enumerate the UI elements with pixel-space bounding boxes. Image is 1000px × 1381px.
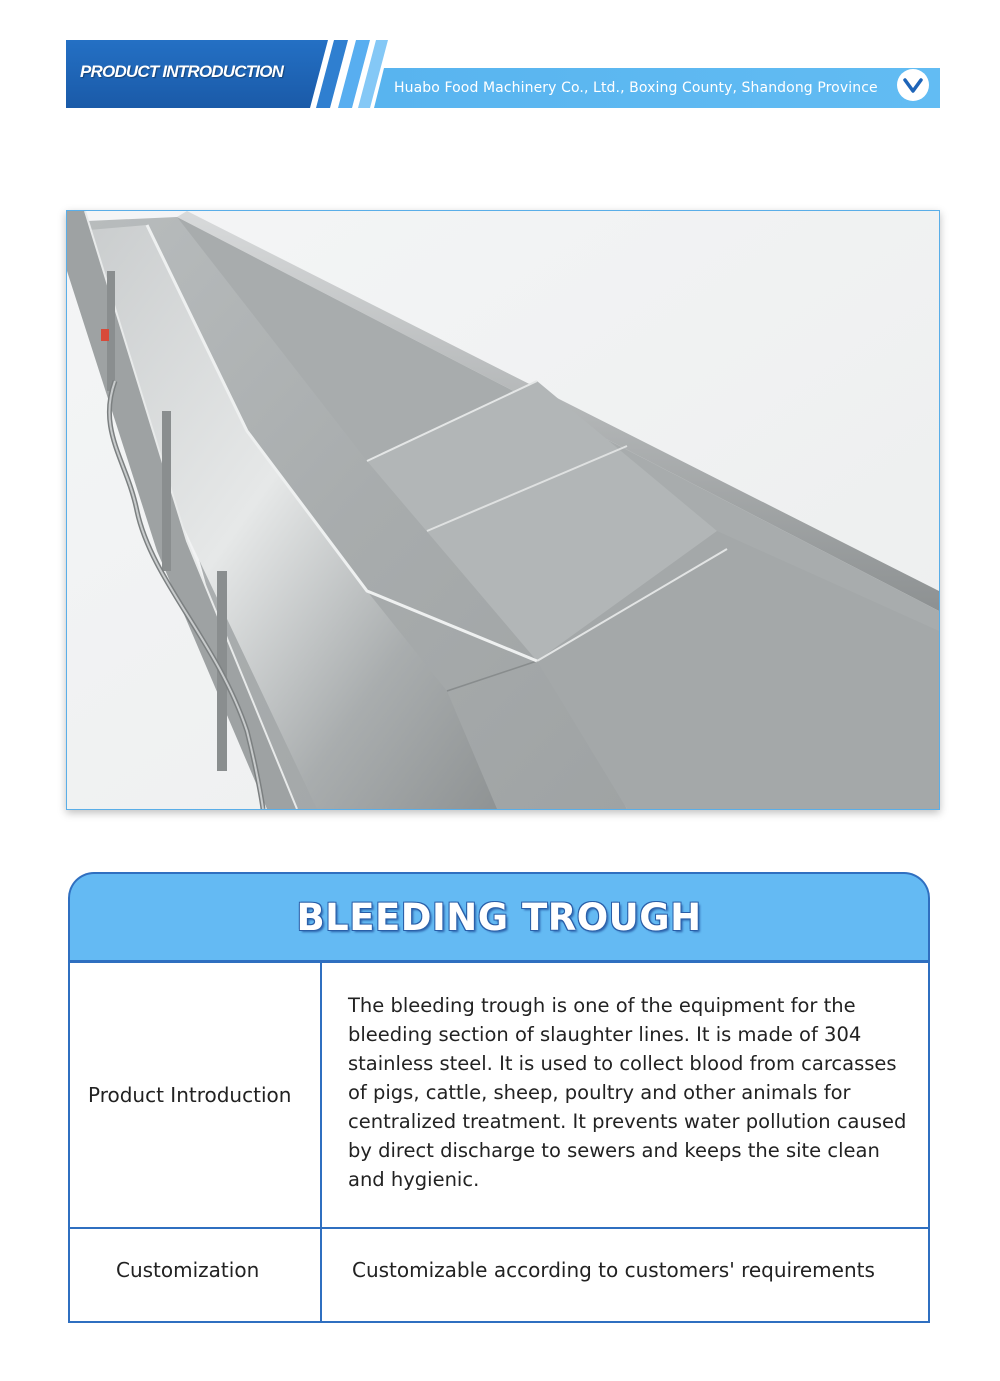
- spec-table-body: [68, 960, 930, 1323]
- row-label-product-introduction: Product Introduction: [88, 1083, 292, 1107]
- company-name: Huabo Food Machinery Co., Ltd., Boxing County, Shandong Province: [394, 80, 878, 96]
- header-banner: [66, 40, 940, 108]
- stainless-steel-trough-photo: [67, 211, 939, 809]
- banner-title: PRODUCT INTRODUCTION: [80, 62, 284, 81]
- chevron-down-icon[interactable]: [896, 68, 930, 102]
- column-divider: [320, 963, 322, 1321]
- spec-table: [68, 872, 930, 1322]
- row-value-customization: Customizable according to customers' requirements: [352, 1258, 875, 1282]
- product-title: BLEEDING TROUGH: [296, 896, 702, 939]
- row-label-customization: Customization: [116, 1258, 260, 1282]
- row-divider: [70, 1227, 928, 1229]
- row-value-product-introduction: The bleeding trough is one of the equipment for the bleeding section of slaughter lines. It is made of 304 stainless steel. It is used to collect blood from carcasses of pigs, cattle, sheep, poultry and other animals for centralized treatment. It prevents water pollution caused by direct discharge to sewers and keeps the site clean and hygienic.: [348, 994, 907, 1191]
- product-photo: [66, 210, 940, 810]
